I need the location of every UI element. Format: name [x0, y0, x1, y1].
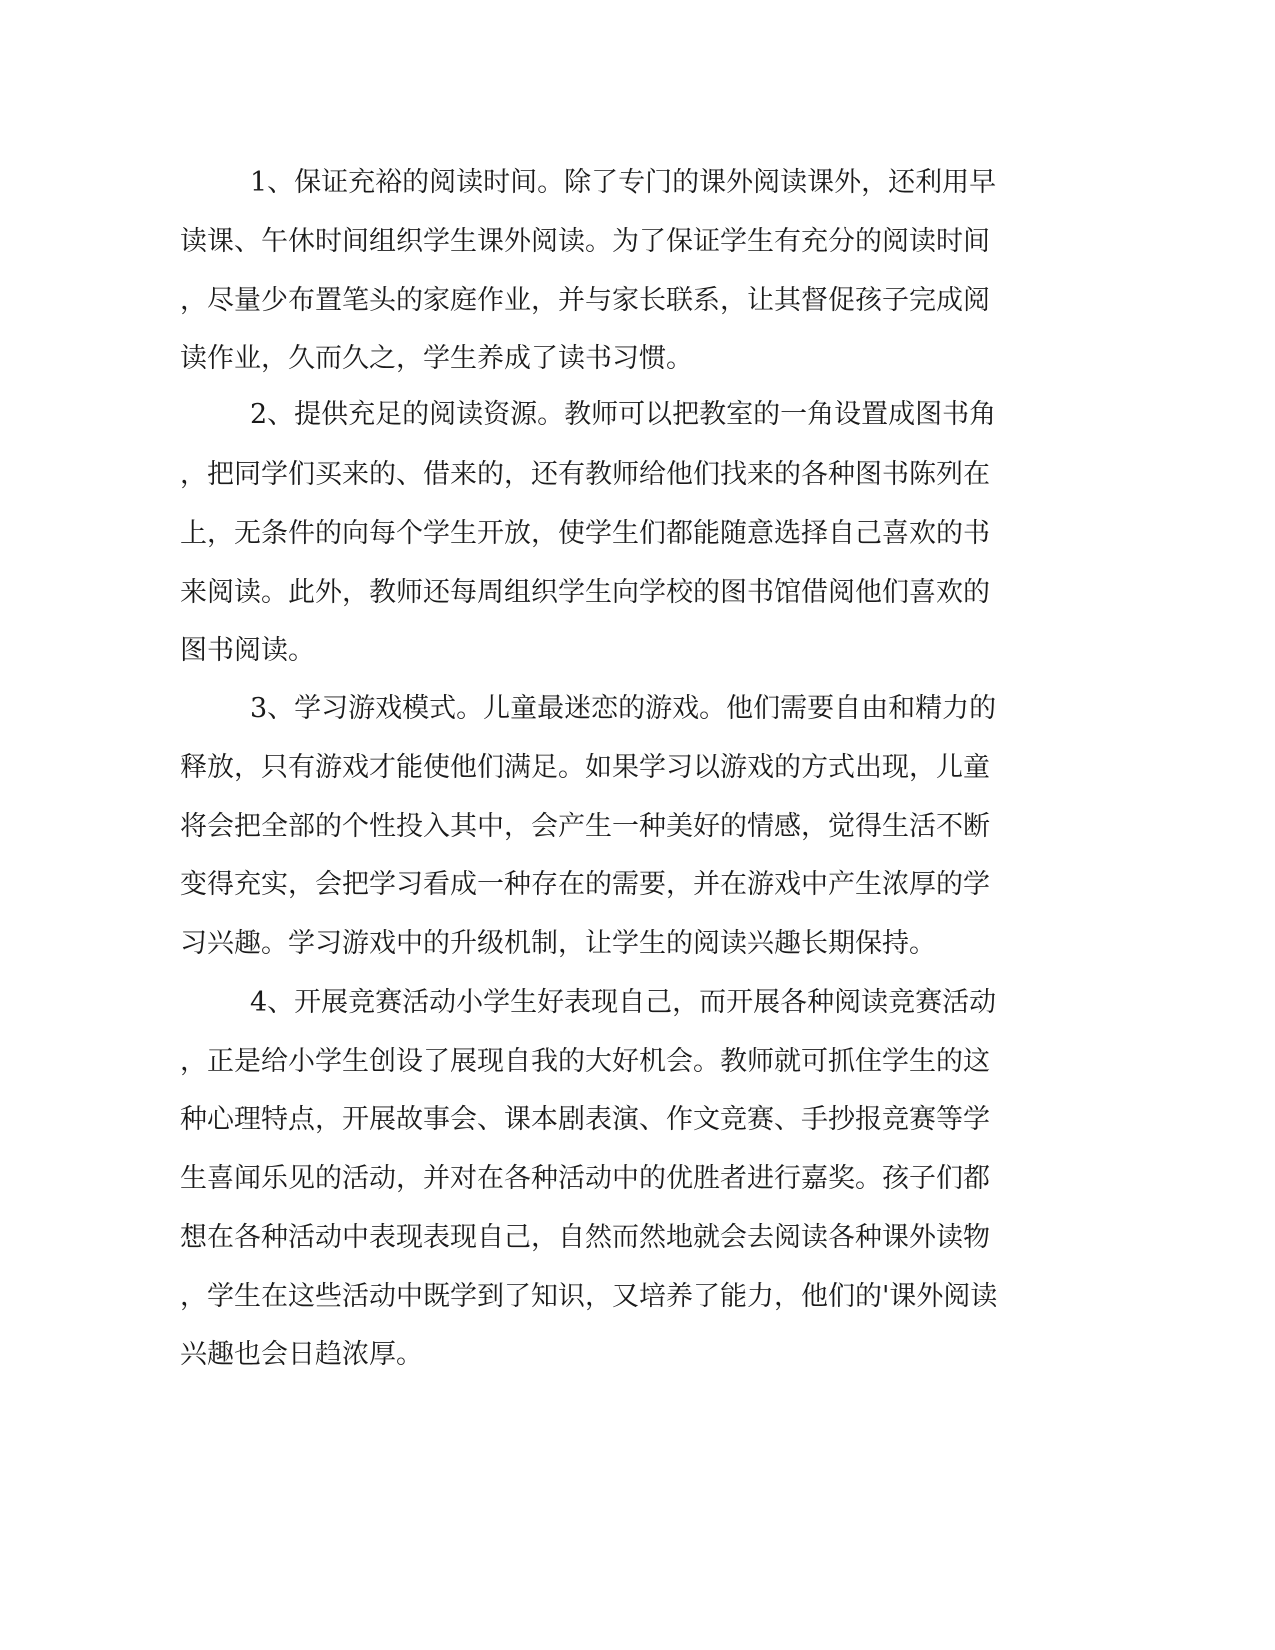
paragraph-4-line-7: 兴趣也会日趋浓厚。 — [180, 1339, 423, 1370]
paragraph-3-line-4: 变得充实，会把学习看成一种存在的需要，并在游戏中产生浓厚的学 — [180, 869, 990, 900]
paragraph-4-line-4: 生喜闻乐见的活动，并对在各种活动中的优胜者进行嘉奖。孩子们都 — [180, 1163, 990, 1194]
paragraph-3-line-5: 习兴趣。学习游戏中的升级机制，让学生的阅读兴趣长期保持。 — [180, 928, 936, 959]
paragraph-3-line-1: 3、学习游戏模式。儿童最迷恋的游戏。他们需要自由和精力的 — [250, 693, 997, 724]
paragraph-4-line-3: 种心理特点，开展故事会、课本剧表演、作文竞赛、手抄报竞赛等学 — [180, 1104, 990, 1135]
paragraph-2-line-5: 图书阅读。 — [180, 635, 315, 666]
paragraph-4-line-6: ，学生在这些活动中既学到了知识，又培养了能力，他们的'课外阅读 — [180, 1281, 998, 1312]
paragraph-1-line-3: ，尽量少布置笔头的家庭作业，并与家长联系，让其督促孩子完成阅 — [180, 285, 990, 316]
paragraph-2-line-4: 来阅读。此外，教师还每周组织学生向学校的图书馆借阅他们喜欢的 — [180, 577, 990, 608]
paragraph-3-line-3: 将会把全部的个性投入其中，会产生一种美好的情感，觉得生活不断 — [180, 811, 990, 842]
paragraph-2-line-1: 2、提供充足的阅读资源。教师可以把教室的一角设置成图书角 — [250, 399, 997, 430]
paragraph-2-line-3: 上，无条件的向每个学生开放，使学生们都能随意选择自己喜欢的书 — [180, 518, 990, 549]
paragraph-4-line-1: 4、开展竞赛活动小学生好表现自己，而开展各种阅读竞赛活动 — [250, 987, 997, 1018]
paragraph-4-line-5: 想在各种活动中表现表现自己，自然而然地就会去阅读各种课外读物 — [180, 1222, 990, 1253]
paragraph-2-line-2: ，把同学们买来的、借来的，还有教师给他们找来的各种图书陈列在 — [180, 459, 990, 490]
paragraph-4-line-2: ，正是给小学生创设了展现自我的大好机会。教师就可抓住学生的这 — [180, 1046, 990, 1077]
paragraph-1-line-4: 读作业，久而久之，学生养成了读书习惯。 — [180, 343, 693, 374]
paragraph-1-line-2: 读课、午休时间组织学生课外阅读。为了保证学生有充分的阅读时间 — [180, 226, 990, 257]
paragraph-3-line-2: 释放，只有游戏才能使他们满足。如果学习以游戏的方式出现，儿童 — [180, 752, 990, 783]
paragraph-1-line-1: 1、保证充裕的阅读时间。除了专门的课外阅读课外，还利用早 — [250, 167, 997, 198]
